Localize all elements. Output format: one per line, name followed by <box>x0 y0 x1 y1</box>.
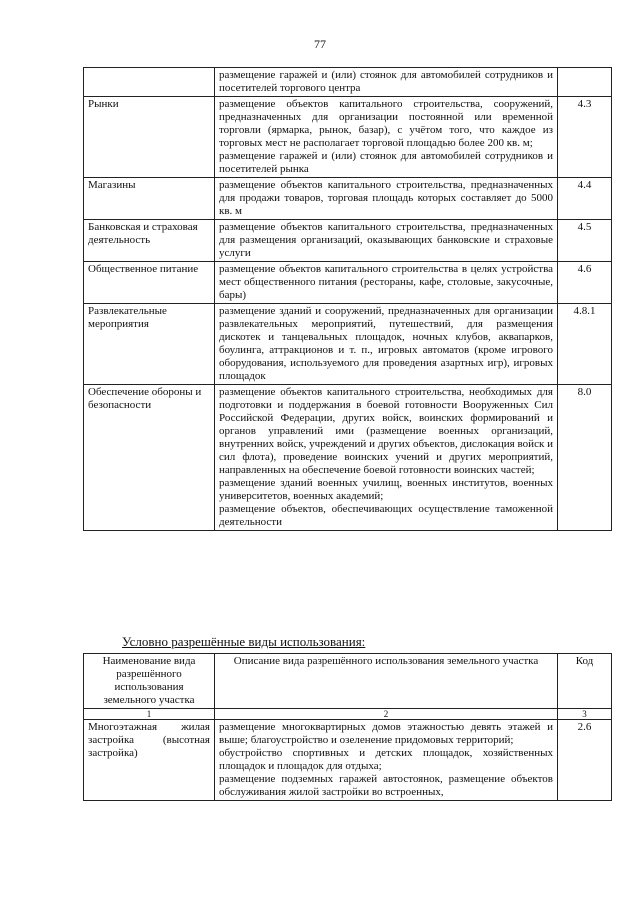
use-name-cell: Банковская и страховая деятельность <box>84 220 215 262</box>
use-code-cell: 4.4 <box>558 178 612 220</box>
description-paragraph: размещение гаражей и (или) стоянок для автомобилей сотрудников и посетителей торгового центра <box>219 69 553 94</box>
conditional-uses-table <box>83 653 612 801</box>
description-paragraph: размещение объектов капитального строительства, необходимых для подготовки и поддержания в боевой готовности Вооруженных Сил Российской Федерации, других войск, воинских формирований и органов управлений ими (размещение военных организаций, внутренних войск, учреждений и других объектов, дислокация войск и сил флота), проведение воинских учений и других мероприятий, направленных на обеспечение боевой готовности воинских частей; <box>219 386 553 476</box>
use-code-cell: 4.5 <box>558 220 612 262</box>
use-description-cell <box>215 262 558 304</box>
header-description: Описание вида разрешённого использования земельного участка <box>215 654 558 709</box>
column-number: 1 <box>84 709 215 720</box>
use-name-cell: Магазины <box>84 178 215 220</box>
table-row <box>84 220 612 262</box>
description-paragraph: размещение зданий военных училищ, военных институтов, военных университетов, военных академий; <box>219 477 553 502</box>
table-row <box>84 385 612 531</box>
table-row <box>84 262 612 304</box>
header-code: Код <box>558 654 612 709</box>
use-name-cell: Многоэтажная жилая застройка (высотная застройка) <box>84 720 215 801</box>
use-description-cell <box>215 68 558 97</box>
use-code-cell: 4.6 <box>558 262 612 304</box>
column-number-row <box>84 709 612 720</box>
use-name-cell: Общественное питание <box>84 262 215 304</box>
description-paragraph: обустройство спортивных и детских площадок, хозяйственных площадок и площадок для отдыха; <box>219 747 553 772</box>
table-row <box>84 304 612 385</box>
use-description-cell <box>215 385 558 531</box>
description-paragraph: размещение гаражей и (или) стоянок для автомобилей сотрудников и посетителей рынка <box>219 150 553 175</box>
use-description-cell <box>215 220 558 262</box>
description-paragraph: размещение подземных гаражей автостоянок, размещение объектов обслуживания жилой застройки во встроенных, <box>219 773 553 798</box>
table-row <box>84 97 612 178</box>
page-number: 77 <box>314 37 326 51</box>
use-description-cell <box>215 720 558 801</box>
use-code-cell: 4.3 <box>558 97 612 178</box>
table-header-row <box>84 654 612 709</box>
use-code-cell <box>558 68 612 97</box>
use-description-cell <box>215 97 558 178</box>
use-description-cell <box>215 178 558 220</box>
conditional-uses-heading: Условно разрешённые виды использования: <box>122 634 366 649</box>
use-name-cell: Рынки <box>84 97 215 178</box>
description-paragraph: размещение объектов капитального строительства в целях устройства мест общественного питания (рестораны, кафе, столовые, закусочные, бары) <box>219 263 553 301</box>
use-code-cell: 4.8.1 <box>558 304 612 385</box>
column-number: 3 <box>558 709 612 720</box>
description-paragraph: размещение зданий и сооружений, предназначенных для организации развлекательных мероприятий, путешествий, для размещения дискотек и танцевальных площадок, ночных клубов, аквапарков, боулинга, аттракционов и т. п., игровых автоматов (кроме игрового оборудования, используемого для проведения азартных игр), игровых площадок <box>219 305 553 382</box>
table-row <box>84 178 612 220</box>
header-name: Наименование вида разрешённого использования земельного участка <box>84 654 215 709</box>
table-row <box>84 720 612 801</box>
use-name-cell: Обеспечение обороны и безопасности <box>84 385 215 531</box>
use-name-cell: Развлекательные мероприятия <box>84 304 215 385</box>
description-paragraph: размещение объектов капитального строительства, сооружений, предназначенных для организации постоянной или временной торговли (ярмарка, рынок, базар), с учётом того, что каждое из торговых мест не располагает торговой площадью более 200 кв. м; <box>219 98 553 149</box>
description-paragraph: размещение объектов капитального строительства, предназначенных для размещения организаций, оказывающих банковские и страховые услуги <box>219 221 553 259</box>
use-description-cell <box>215 304 558 385</box>
description-paragraph: размещение многоквартирных домов этажностью девять этажей и выше; благоустройство и озеленение придомовых территорий; <box>219 721 553 746</box>
use-code-cell: 2.6 <box>558 720 612 801</box>
column-number: 2 <box>215 709 558 720</box>
description-paragraph: размещение объектов капитального строительства, предназначенных для продажи товаров, торговая площадь которых составляет до 5000 кв. м <box>219 179 553 217</box>
permitted-uses-table <box>83 67 612 531</box>
use-code-cell: 8.0 <box>558 385 612 531</box>
table-row <box>84 68 612 97</box>
use-name-cell <box>84 68 215 97</box>
description-paragraph: размещение объектов, обеспечивающих осуществление таможенной деятельности <box>219 503 553 528</box>
